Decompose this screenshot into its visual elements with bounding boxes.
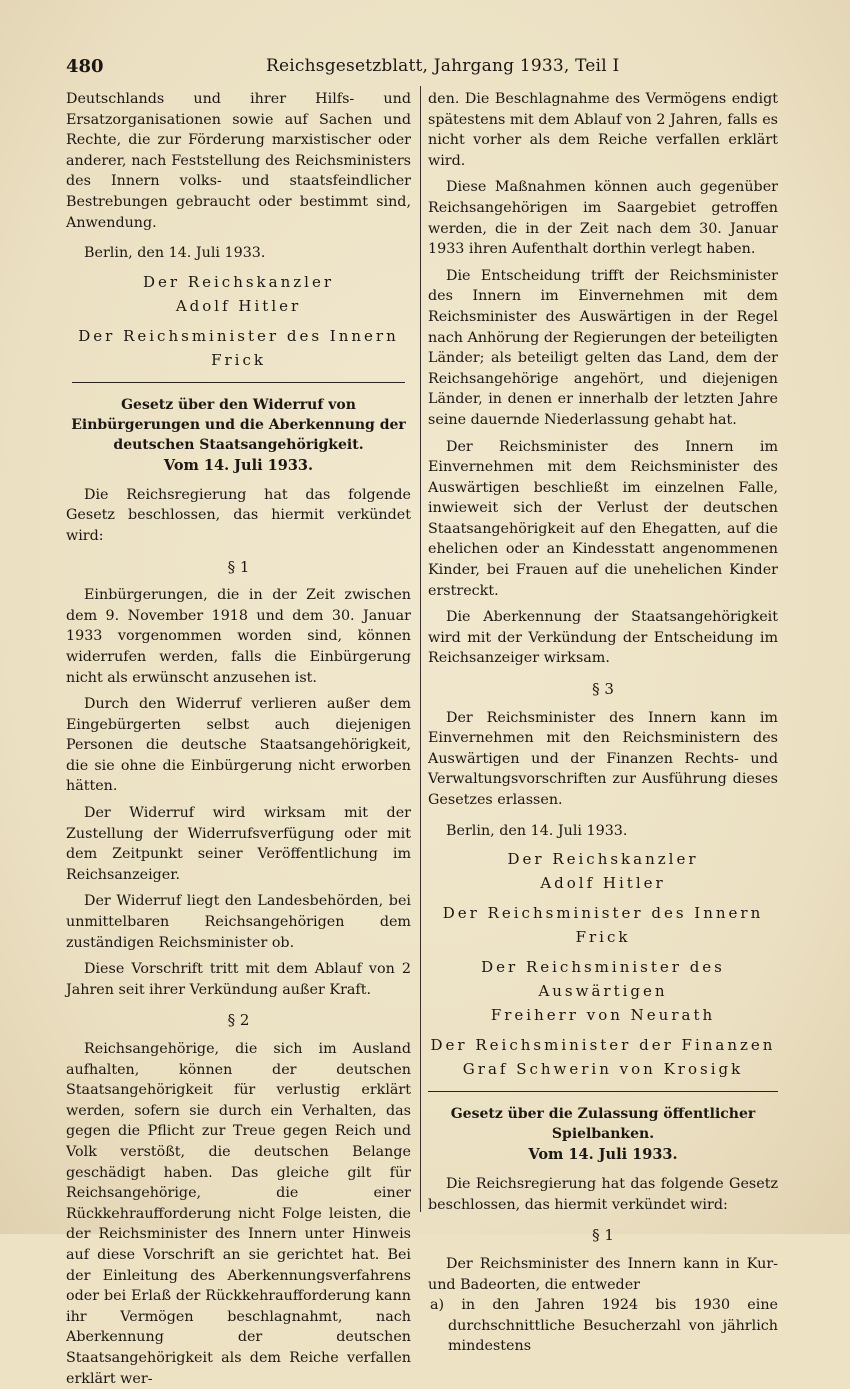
signature-name: Adolf Hitler (540, 874, 666, 893)
section-rule (428, 1091, 778, 1092)
signature-name: Freiherr von Neurath (490, 1006, 716, 1025)
section-rule (72, 382, 405, 383)
paragraph-text: Diese Maßnahmen können auch gegenüber Reichsangehörigen im Saargebiet getroffen werden, die in der Zeit nach dem 30. Januar 1933 ihren Aufenthalt dorthin verlegt haben. (428, 179, 778, 258)
signature-name: Frick (575, 928, 631, 947)
law-date: Vom 14. Juli 1933. (528, 1146, 678, 1164)
law-date: Vom 14. Juli 1933. (163, 456, 314, 474)
place-date: Berlin, den 14. Juli 1933. (84, 245, 266, 262)
signature-title: Der Reichsminister des Innern (442, 904, 764, 923)
paragraph-text: Der Reichsminister des Innern im Einvernehmen mit dem Reichsminister des Auswärtigen beschließt im einzelnen Falle, inwieweit sich der Verlust der deutschen Staatsangehörigkeit auf den Ehegatten, auf die ehelichen oder an Kindesstatt angenommenen Kinder, bei Frauen auf die unehelichen Kinder erstreckt. (428, 438, 778, 599)
signature-name: Adolf Hitler (175, 296, 302, 315)
signature-name: Frick (211, 350, 266, 369)
paragraph-text: Die Entscheidung trifft der Reichsminister des Innern im Einvernehmen mit dem Reichsminister des Auswärtigen in der Regel nach Anhörung der Regierungen der beteiligten Länder; als beteiligt gelten das Land, dem der Reichsangehörige angehört, und diejenigen Länder, in denen er innerhalb der letzten Jahre seine dauernde Niederlassung gehabt hat. (428, 267, 778, 428)
paragraph-text: Die Aberkennung der Staatsangehörigkeit wird mit der Verkündung der Entscheidung im Reichsanzeiger wirksam. (428, 609, 778, 667)
signature-title: Der Reichsminister des Innern (78, 326, 399, 345)
paragraph-text: Der Widerruf liegt den Landesbehörden, bei unmittelbaren Reichsangehörigen dem zuständigen Reichsminister ob. (66, 893, 411, 951)
paragraph-text: Diese Vorschrift tritt mit dem Ablauf von 2 Jahren seit ihrer Verkündung außer Kraft. (66, 961, 411, 998)
publication-title: Reichsgesetzblatt, Jahrgang 1933, Teil I (266, 56, 620, 76)
paragraph-text: Der Widerruf wird wirksam mit der Zustellung der Widerrufsverfügung oder mit dem Zeitpunkt seiner Veröffentlichung im Reichsanzeiger. (66, 805, 411, 883)
page-header (66, 56, 766, 80)
page-number: 480 (66, 56, 104, 77)
paragraph-text: Reichsangehörige, die sich im Ausland aufhalten, können der deutschen Staatsangehörigkeit für verlustig erklärt werden, sofern sie durch ein Verhalten, das gegen die Pflicht zur Treue gegen Reich und Volk verstößt, die deutschen Belange geschädigt haben. Das gleiche gilt für Reichsangehörige, die einer Rückkehraufforderung nicht Folge leisten, die der Reichsminister des Innern unter Hinweis auf diese Vorschrift an sie gerichtet hat. Bei der Einleitung des Aberkennungsverfahrens oder bei Erlaß der Rückkehraufforderung kann ihr Vermögen beschlagnahmt, nach Aberkennung der deutschen Staatsangehörigkeit als dem Reiche verfallen erklärt wer- (66, 1041, 411, 1387)
preamble: Die Reichsregierung hat das folgende Gesetz beschlossen, das hiermit verkündet wird: (66, 486, 411, 544)
signature-title: Der Reichskanzler (142, 272, 334, 291)
place-date: Berlin, den 14. Juli 1933. (446, 822, 628, 839)
signature-name: Graf Schwerin von Krosigk (462, 1060, 744, 1079)
preamble: Die Reichsregierung hat das folgende Gesetz beschlossen, das hiermit verkündet wird: (428, 1176, 778, 1213)
paragraph-text: Durch den Widerruf verlieren außer dem Eingebürgerten selbst auch diejenigen Personen die deutsche Staatsangehörigkeit, die sie ohne die Einbürgerung nicht erworben hätten. (66, 696, 411, 795)
right-column (428, 89, 778, 1357)
list-item: a) in den Jahren 1924 bis 1930 eine durchschnittliche Besucherzahl von jährlich mindestens (430, 1297, 778, 1355)
signature-title: Der Reichsminister der Finanzen (430, 1036, 776, 1055)
paragraph-text: Einbürgerungen, die in der Zeit zwischen dem 9. November 1918 und dem 30. Januar 1933 vorgenommen worden sind, können widerrufen werden, falls die Einbürgerung nicht als erwünscht anzusehen ist. (66, 587, 411, 686)
column-divider (420, 86, 421, 1212)
paragraph-heading: § 2 (227, 1011, 250, 1030)
paragraph-heading: § 3 (592, 680, 614, 699)
signature-title: Der Reichskanzler (507, 850, 699, 869)
paragraph-text: Der Reichsminister des Innern kann in Kur- und Badeorten, die entweder (428, 1255, 778, 1293)
paragraph-text: den. Die Beschlagnahme des Vermögens endigt spätestens mit dem Ablauf von 2 Jahren, falls es nicht vorher als dem Reiche verfallen erklärt wird. (428, 91, 778, 169)
paragraph-text: Der Reichsminister des Innern kann im Einvernehmen mit den Reichsministern des Auswärtigen und der Finanzen Rechts- und Verwaltungsvorschriften zur Ausführung dieses Gesetzes erlassen. (428, 709, 778, 808)
paragraph-heading: § 1 (227, 557, 250, 576)
law-title: Gesetz über die Zulassung öffentlicher Spielbanken. (450, 1106, 756, 1143)
continued-text: Deutschlands und ihrer Hilfs- und Ersatzorganisationen sowie auf Sachen und Rechte, die zur Förderung marxistischer oder anderer, nach Feststellung des Reichsministers des Innern volks- und staatsfeindlicher Bestrebungen gebraucht oder bestimmt sind, Anwendung. (66, 91, 411, 231)
law-title: Gesetz über den Widerruf von Einbürgerungen und die Aberkennung der deutschen Staatsangehörigkeit. (71, 396, 406, 453)
signature-title: Der Reichsminister des Auswärtigen (481, 958, 725, 1001)
left-column (66, 89, 411, 1389)
paragraph-heading: § 1 (592, 1226, 614, 1245)
